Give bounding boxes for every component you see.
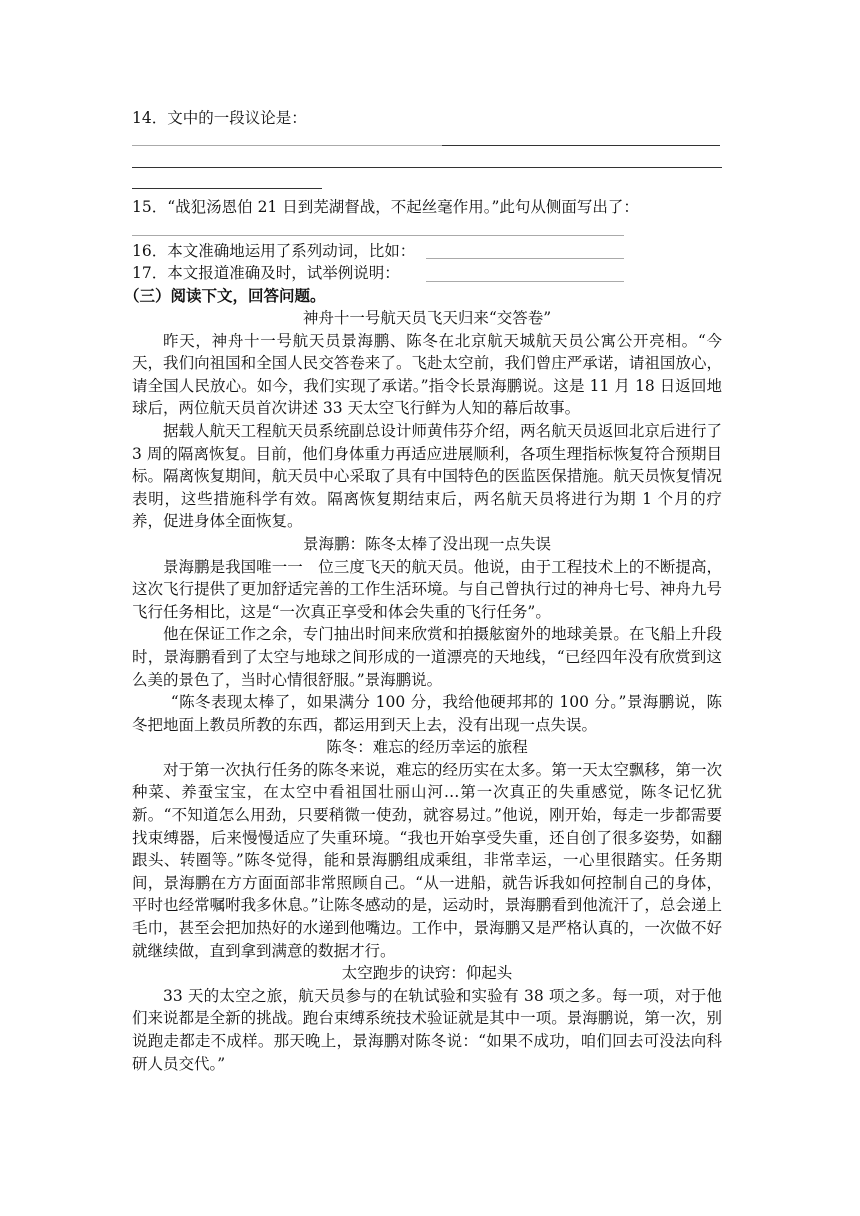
- section-subtitle: 陈冬：难忘的经历幸运的旅程: [326, 738, 528, 757]
- article-paragraph: 他在保证工作之余，专门抽出时间来欣赏和拍摄舷窗外的地球美景。在飞船上升段时，景海鹏看到了太空与地球之间形成的一道漂亮的天地线，“已经四年没有欣赏到这么美的景色了，当时心情很舒服。”景海鹏说。: [132, 625, 722, 689]
- answer-line-14a-left: [132, 145, 442, 146]
- article-paragraph: 景海鹏是我国唯一一 位三度飞天的航天员。他说，由于工程技术上的不断提高，这次飞行提供了更加舒适完善的工作生活环境。与自己曾执行过的神舟七号、神舟九号飞行任务相比，这是“一次真正享受和体会失重的飞行任务”。: [132, 557, 722, 621]
- section-heading: （三）阅读下文，回答问题。: [124, 286, 326, 305]
- answer-line-14b: [132, 167, 722, 168]
- answer-line-16: [426, 258, 624, 259]
- article-paragraph: 33 天的太空之旅，航天员参与的在轨试验和实验有 38 项之多。每一项，对于他们来说都是全新的挑战。跑台束缚系统技术验证就是其中一项。景海鹏说，第一次，别说跑走都走不成样。那天晚上，景海鹏对陈冬说：“如果不成功，咱们回去可没法向科研人员交代。”: [132, 986, 722, 1073]
- article-paragraph: 据载人航天工程航天员系统副总设计师黄伟芬介绍，两名航天员返回北京后进行了 3 周的隔离恢复。目前，他们身体重力再适应进展顺利，各项生理指标恢复符合预期目标。隔离恢复期间，航天员中心采取了具有中国特色的医监医保措施。航天员恢复情况表明，这些措施科学有效。隔离恢复期结束后，两名航天员将进行为期 1 个月的疗养，促进身体全面恢复。: [132, 421, 722, 531]
- question-17: 17．本文报道准确及时，试举例说明：: [132, 264, 400, 282]
- question-15: 15．“战犯汤恩伯 21 日到芜湖督战，不起丝毫作用。”此句从侧面写出了：: [132, 198, 639, 216]
- answer-line-14c: [132, 188, 322, 189]
- article-title: 神舟十一号航天员飞天归来“交答卷”: [302, 309, 552, 327]
- article-paragraph: 昨天，神舟十一号航天员景海鹏、陈冬在北京航天城航天员公寓公开亮相。“今天，我们向祖国和全国人民交答卷来了。飞赴太空前，我们曾庄严承诺，请祖国放心，请全国人民放心。如今，我们实现了承诺。”指令长景海鹏说。这是 11 月 18 日返回地球后，两位航天员首次讲述 33 天太空飞行鲜为人知的幕后故事。: [132, 331, 722, 418]
- article: [132, 307, 722, 1075]
- answer-line-15: [132, 235, 624, 236]
- section-subtitle: 景海鹏：陈冬太棒了没出现一点失误: [302, 534, 551, 553]
- question-16: 16．本文准确地运用了系列动词，比如：: [132, 242, 416, 260]
- answer-line-17: [426, 281, 624, 282]
- article-paragraph: “陈冬表现太棒了，如果满分 100 分，我给他硬邦邦的 100 分。”景海鹏说，陈冬把地面上教员所教的东西，都运用到天上去，没有出现一点失误。: [132, 693, 722, 734]
- article-paragraph: 对于第一次执行任务的陈冬来说，难忘的经历实在太多。第一天太空飘移，第一次种菜、养蚕宝宝，在太空中看祖国壮丽山河…第一次真正的失重感觉，陈冬记忆犹新。“不知道怎么用劲，只要稍微一使劲，就容易过。”他说，刚开始，每走一步都需要找束缚器，后来慢慢适应了失重环境。“我也开始享受失重，还自创了很多姿势，如翻跟头、转圈等。”陈冬觉得，能和景海鹏组成乘组，非常幸运，一心里很踏实。任务期间，景海鹏在方方面面部非常照顾自己。“从一进船，就告诉我如何控制自己的身体，平时也经常嘱咐我多休息。”让陈冬感动的是，运动时，景海鹏看到他流汗了，总会递上毛巾，甚至会把加热好的水递到他嘴边。工作中，景海鹏又是严格认真的，一次做不好就继续做，直到拿到满意的数据才行。: [132, 760, 722, 960]
- section-subtitle: 太空跑步的诀窍：仰起头: [341, 964, 513, 983]
- question-14: 14．文中的一段议论是：: [132, 109, 307, 127]
- answer-line-14a-right: [442, 145, 720, 146]
